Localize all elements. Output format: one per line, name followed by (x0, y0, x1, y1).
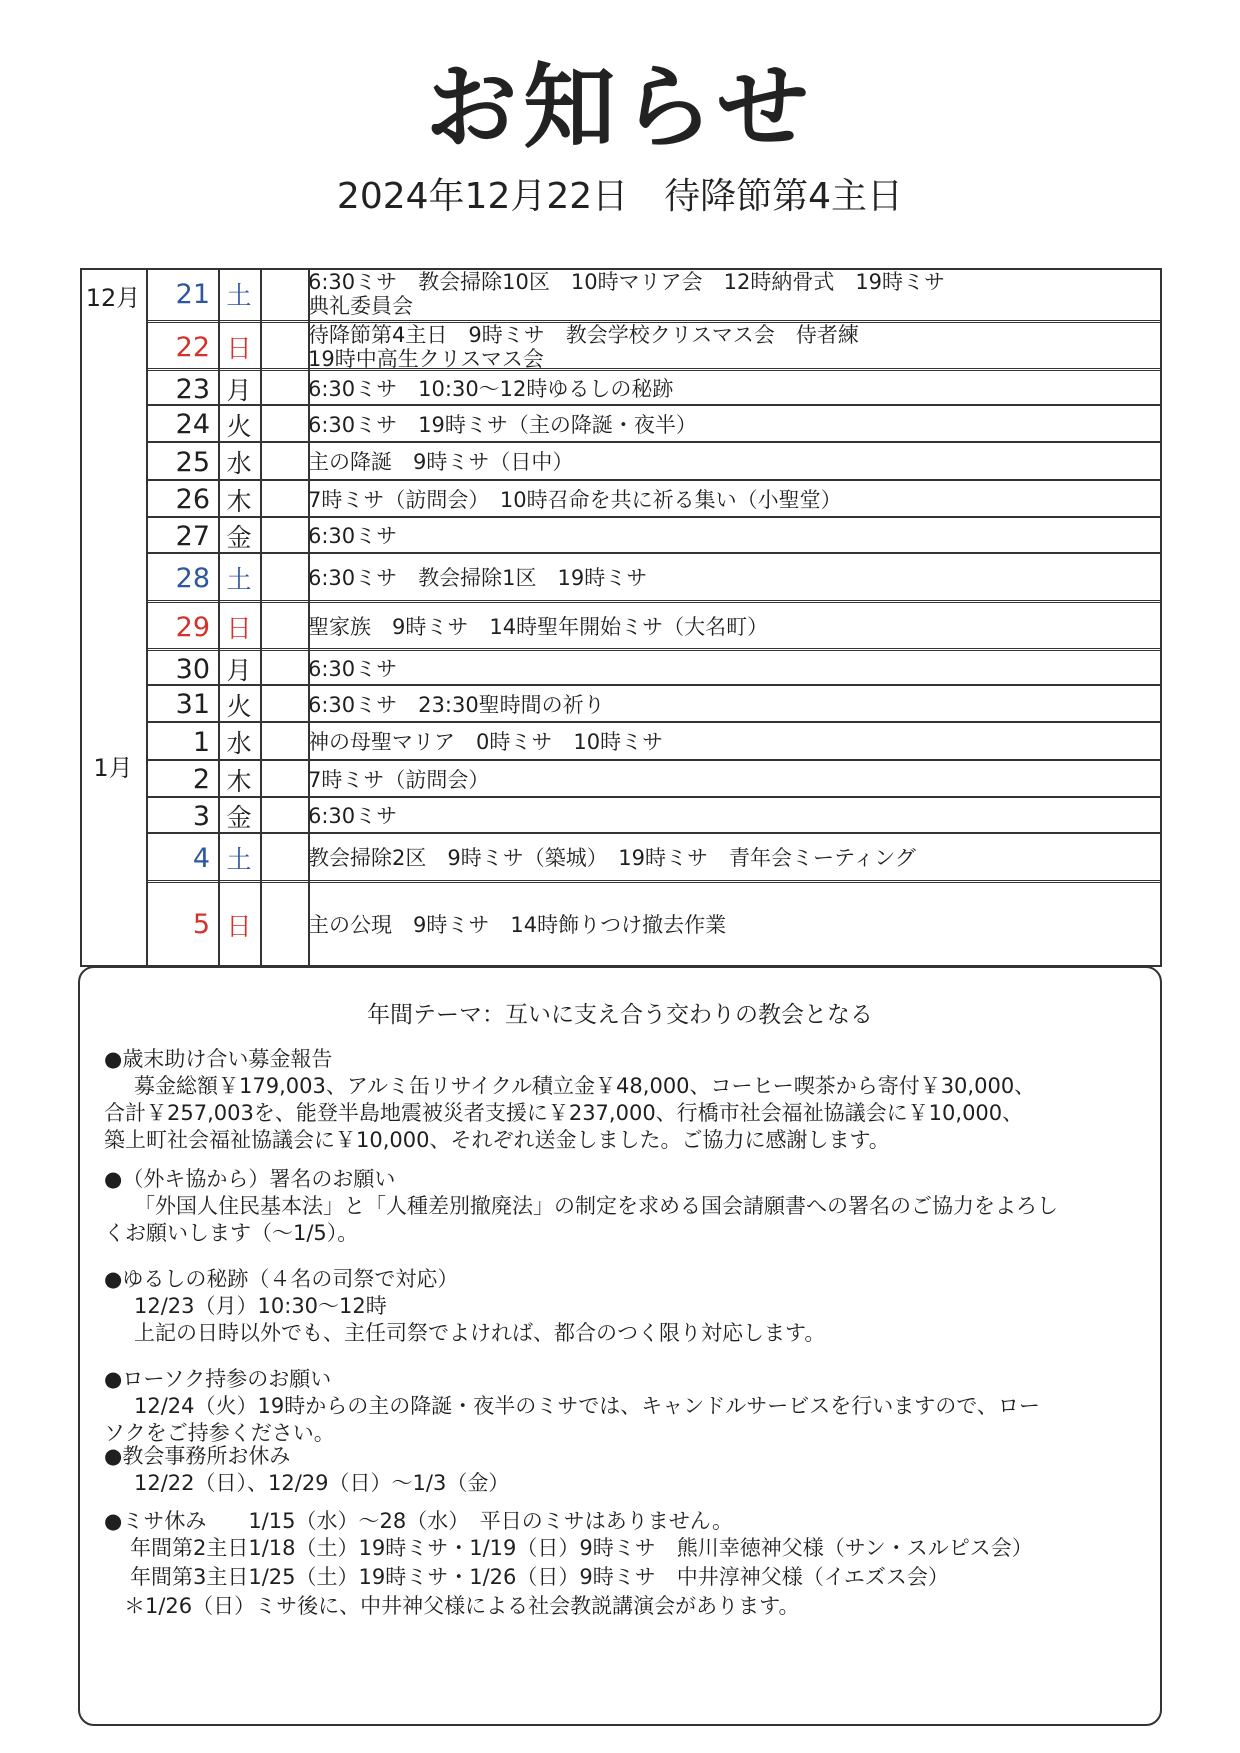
month-label-december: 12月 (85, 284, 141, 312)
notice-line: 年間第3主日1/25（土）19時ミサ・1/26（日）9時ミサ 中井淳神父様（イエズス会） (130, 1565, 949, 1589)
page-subtitle: 2024年12月22日 待降節第4主日 (336, 176, 904, 217)
notice-heading: ●ミサ休み 1/15（水）～28（水） 平日のミサはありません。 (104, 1509, 733, 1533)
schedule-events (308, 481, 1150, 518)
schedule-day: 25 (175, 446, 210, 478)
schedule-row (146, 552, 1160, 602)
schedule-row (146, 759, 1160, 798)
schedule-row (146, 404, 1160, 443)
schedule-weekday: 土 (226, 845, 252, 874)
schedule-day: 28 (175, 562, 210, 594)
schedule-event-line: 主の公現 9時ミサ 14時飾りつけ撤去作業 (308, 912, 727, 937)
schedule-event-line: 6:30ミサ (308, 804, 398, 828)
schedule-row (146, 320, 1160, 371)
schedule-events (308, 883, 1150, 966)
schedule-day: 4 (192, 842, 210, 874)
schedule-column-divider (260, 268, 262, 965)
schedule-event-line: 6:30ミサ 10:30～12時ゆるしの秘跡 (308, 377, 674, 401)
schedule-day: 3 (192, 800, 210, 832)
schedule-weekday: 日 (226, 911, 252, 941)
schedule-row (146, 721, 1160, 761)
schedule-event-line: 7時ミサ（訪問会） 10時召命を共に祈る集い（小聖堂） (308, 487, 842, 512)
schedule-weekday: 火 (226, 691, 252, 721)
schedule-event-line: 待降節第4主日 9時ミサ 教会学校クリスマス会 侍者練 (308, 323, 859, 347)
schedule-day: 27 (175, 520, 210, 552)
notice-line: くお願いします（～1/5）。 (104, 1221, 359, 1245)
schedule-weekday: 火 (226, 411, 252, 441)
schedule-event-line: 6:30ミサ 23:30聖時間の祈り (308, 692, 605, 717)
schedule-events (308, 371, 1150, 407)
schedule-row (146, 268, 1160, 320)
schedule-day: 21 (175, 278, 210, 310)
schedule-events (308, 686, 1150, 723)
schedule-column-divider (218, 268, 220, 965)
schedule-weekday: 金 (226, 523, 252, 552)
notice-line: 12/23（月）10:30～12時 (134, 1294, 387, 1318)
notice-line: 上記の日時以外でも、主任司祭でよければ、都合のつく限り対応します。 (134, 1321, 826, 1345)
schedule-event-line: 典礼委員会 (308, 294, 413, 318)
schedule-column-divider (146, 268, 148, 965)
schedule-event-line: 主の降誕 9時ミサ（日中） (308, 450, 574, 474)
schedule-events (308, 834, 1150, 882)
schedule-day: 29 (175, 611, 210, 643)
schedule-row (146, 441, 1160, 481)
notice-heading: ●（外キ協から）署名のお願い (104, 1167, 396, 1191)
schedule-row (146, 516, 1160, 554)
schedule-row (146, 832, 1160, 882)
notice-line: 年間第2主日1/18（土）19時ミサ・1/19（日）9時ミサ 熊川幸徳神父様（サン・スルピス会） (130, 1536, 1033, 1560)
notice-line: ＊1/26（日）ミサ後に、中井神父様による社会教説講演会があります。 (124, 1594, 800, 1618)
schedule-event-line: 6:30ミサ (308, 657, 398, 681)
schedule-weekday: 水 (226, 729, 252, 758)
schedule-events (308, 268, 1150, 320)
notice-line: 募金総額￥179,003、アルミ缶リサイクル積立金￥48,000、コーヒー喫茶から寄付￥30,000、 (134, 1074, 1036, 1098)
notice-heading: ●ゆるしの秘跡（４名の司祭で対応） (104, 1267, 459, 1291)
notice-heading: ●歳末助け合い募金報告 (104, 1047, 333, 1071)
notice-line: 12/24（火）19時からの主の降誕・夜半のミサでは、キャンドルサービスを行いますので、ロー (134, 1394, 1040, 1418)
schedule-weekday: 金 (226, 803, 252, 832)
schedule-row (146, 880, 1160, 966)
schedule-day: 2 (192, 764, 210, 795)
notice-item (104, 1508, 1146, 1620)
schedule-weekday: 土 (226, 281, 252, 310)
schedule-events (308, 518, 1150, 554)
schedule-events (308, 443, 1150, 481)
notice-line: 「外国人住民基本法」と「人種差別撤廃法」の制定を求める国会請願書への署名のご協力をよろし (134, 1194, 1058, 1218)
schedule-weekday: 日 (226, 614, 252, 643)
schedule-events (308, 323, 1150, 371)
schedule-event-line: 神の母聖マリア 0時ミサ 10時ミサ (308, 730, 664, 754)
notices-box (78, 966, 1162, 1726)
notice-heading: ●ローソク持参のお願い (104, 1367, 332, 1391)
schedule-weekday: 土 (226, 565, 252, 594)
page-title: お知らせ (425, 54, 815, 161)
schedule-weekday: 月 (226, 656, 252, 685)
schedule-events (308, 603, 1150, 651)
notice-item (104, 1266, 1146, 1347)
notice-line: ソクをご持参ください。 (104, 1421, 335, 1445)
notice-item (104, 1443, 1146, 1497)
schedule-row (146, 648, 1160, 687)
schedule-event-line: 7時ミサ（訪問会） (308, 767, 490, 792)
notice-item (104, 1046, 1146, 1154)
schedule-row (146, 368, 1160, 407)
schedule-events (308, 761, 1150, 798)
annual-theme: 年間テーマ：互いに支え合う交わりの教会となる (367, 1002, 873, 1028)
schedule-events (308, 798, 1150, 834)
schedule-event-line: 教会掃除2区 9時ミサ（築城） 19時ミサ 青年会ミーティング (308, 846, 916, 870)
notice-line: 合計￥257,003を、能登半島地震被災者支援に￥237,000、行橋市社会福祉協議会に￥10,000、 (104, 1101, 1024, 1125)
schedule-day: 1 (192, 726, 210, 758)
notice-line: 12/22（日）、12/29（日）～1/3（金） (134, 1471, 510, 1495)
schedule-day: 5 (192, 909, 210, 940)
schedule-weekday: 月 (226, 376, 252, 405)
schedule-day: 26 (175, 484, 210, 515)
schedule-day: 23 (175, 373, 210, 405)
schedule-events (308, 406, 1150, 443)
schedule-events (308, 651, 1150, 687)
schedule-row (146, 479, 1160, 518)
schedule-event-line: 6:30ミサ 教会掃除1区 19時ミサ (308, 566, 648, 590)
notice-heading: ●教会事務所お休み (104, 1444, 291, 1468)
notice-item (104, 1166, 1146, 1247)
schedule-event-line: 6:30ミサ 教会掃除10区 10時マリア会 12時納骨式 19時ミサ (308, 270, 946, 294)
schedule-table (80, 268, 1160, 965)
schedule-events (308, 554, 1150, 602)
schedule-weekday: 水 (226, 449, 252, 478)
schedule-day: 22 (175, 331, 210, 363)
schedule-column-divider (308, 268, 310, 965)
schedule-event-line: 6:30ミサ (308, 524, 398, 548)
schedule-event-line: 19時中高生クリスマス会 (308, 347, 544, 371)
schedule-day: 24 (175, 409, 210, 440)
schedule-event-line: 聖家族 9時ミサ 14時聖年開始ミサ（大名町） (308, 615, 769, 639)
schedule-row (146, 796, 1160, 834)
month-label-january: 1月 (93, 754, 133, 782)
schedule-day: 30 (175, 653, 210, 685)
schedule-weekday: 木 (226, 486, 252, 516)
notice-item (104, 1366, 1146, 1447)
notice-line: 築上町社会福祉協議会に￥10,000、それぞれ送金しました。ご協力に感謝します。 (104, 1128, 890, 1152)
schedule-row (146, 684, 1160, 723)
schedule-day: 31 (175, 689, 210, 720)
schedule-events (308, 723, 1150, 761)
schedule-weekday: 木 (226, 766, 252, 796)
schedule-event-line: 6:30ミサ 19時ミサ（主の降誕・夜半） (308, 412, 697, 437)
schedule-weekday: 日 (226, 334, 252, 363)
schedule-row (146, 600, 1160, 651)
